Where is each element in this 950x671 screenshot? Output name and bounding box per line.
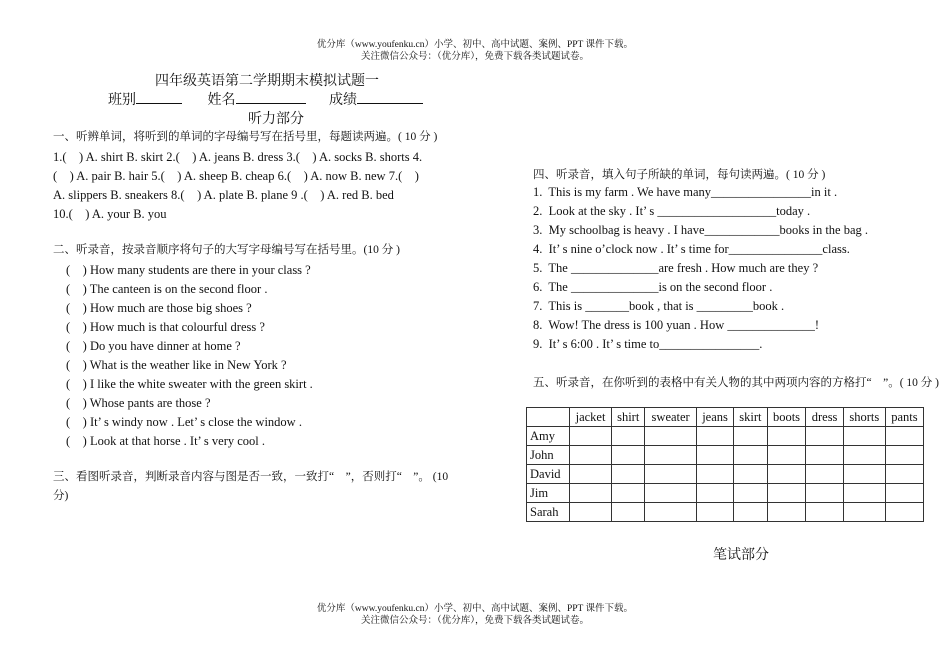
column-header: boots [767, 408, 806, 427]
item-text: are fresh . How much are they ? [658, 261, 819, 275]
check-cell[interactable] [696, 446, 733, 465]
item-text: in it . [811, 185, 838, 199]
item-text: class. [822, 242, 850, 256]
column-header: sweater [645, 408, 697, 427]
row-name: John [527, 446, 570, 465]
answer-blank[interactable]: ______________ [570, 261, 659, 275]
section4-item [533, 299, 784, 314]
check-cell[interactable] [806, 484, 843, 503]
answer-blank[interactable]: ____________ [704, 223, 780, 237]
name-label: 姓名 [207, 93, 236, 108]
table-row [527, 503, 924, 522]
column-header: dress [806, 408, 843, 427]
section1-line: ( ) A. pair B. hair 5.( ) A. sheep B. cheap 6.( ) A. now B. new 7.( ) [53, 169, 419, 183]
item-text: This is my farm . We have many [548, 185, 712, 199]
answer-blank[interactable]: _______ [585, 299, 629, 313]
check-cell[interactable] [885, 503, 923, 522]
answer-blank[interactable]: ________________ [711, 185, 812, 199]
check-cell[interactable] [806, 427, 843, 446]
check-cell[interactable] [696, 503, 733, 522]
student-info-row [108, 89, 423, 109]
table-row [527, 465, 924, 484]
answer-blank[interactable]: _______________ [728, 242, 823, 256]
check-cell[interactable] [612, 465, 645, 484]
check-cell[interactable] [806, 503, 843, 522]
section2-heading: 二、听录音，按录音顺序将句子的大写字母编号写在括号里。(10 分 ) [53, 244, 400, 256]
section2-item: ( ) How much is that colourful dress ? [66, 320, 265, 334]
table-header-row [527, 408, 924, 427]
check-cell[interactable] [843, 465, 885, 484]
check-cell[interactable] [843, 484, 885, 503]
score-blank[interactable] [357, 91, 423, 104]
item-number: 5. [533, 261, 543, 275]
column-header: jacket [570, 408, 612, 427]
check-cell[interactable] [885, 446, 923, 465]
check-cell[interactable] [734, 427, 767, 446]
class-label: 班别 [108, 93, 136, 108]
check-cell[interactable] [885, 465, 923, 484]
header-line-1: 优分库（www.youfenku.cn）小学、初中、高中试题、案例、PPT 课件下载。 [316, 40, 634, 50]
section4-item [533, 337, 762, 352]
clothing-checklist-table [526, 407, 924, 522]
item-text: It’ s 6:00 . It’ s time to [548, 337, 660, 351]
item-number: 6. [533, 280, 543, 294]
section1-line: 1.( ) A. shirt B. skirt 2.( ) A. jeans B. dress 3.( ) A. socks B. shorts 4. [53, 150, 423, 164]
section1-heading: 一、听辨单词，将听到的单词的字母编号写在括号里，每题读两遍。( 10 分 ) [53, 131, 438, 143]
section3-heading: 三、看图听录音，判断录音内容与图是否一致，一致打“ ”，否则打“ ”。 (10 [53, 471, 449, 483]
class-blank[interactable] [136, 91, 182, 104]
section2-item: ( ) Look at that horse . It’ s very cool . [66, 434, 266, 448]
item-number: 2. [533, 204, 543, 218]
section4-item [533, 280, 772, 295]
item-text: today . [776, 204, 811, 218]
item-text: The [548, 280, 568, 294]
section2-item: ( ) How many students are there in your class ? [66, 263, 311, 277]
check-cell[interactable] [767, 446, 806, 465]
row-name: David [527, 465, 570, 484]
check-cell[interactable] [645, 503, 697, 522]
item-text: The [548, 261, 568, 275]
table-corner-cell [527, 408, 570, 427]
check-cell[interactable] [734, 446, 767, 465]
check-cell[interactable] [734, 465, 767, 484]
section1-line: 10.( ) A. your B. you [53, 207, 167, 221]
column-header: shirt [612, 408, 645, 427]
check-cell[interactable] [570, 484, 612, 503]
section2-item: ( ) It’ s windy now . Let’ s close the window . [66, 415, 302, 429]
column-header: shorts [843, 408, 885, 427]
check-cell[interactable] [612, 484, 645, 503]
section2-item: ( ) How much are those big shoes ? [66, 301, 252, 315]
check-cell[interactable] [843, 427, 885, 446]
check-cell[interactable] [767, 503, 806, 522]
score-label: 成绩 [329, 93, 357, 108]
item-text: My schoolbag is heavy . I have [548, 223, 705, 237]
section4-heading: 四、听录音，填入句子所缺的单词，每句读两遍。( 10 分 ) [533, 169, 826, 181]
item-number: 9. [533, 337, 543, 351]
footer-line-2: 关注微信公众号：（优分库），免费下载各类试题试卷。 [360, 616, 589, 626]
item-text: ! [814, 318, 820, 332]
check-cell[interactable] [645, 446, 697, 465]
check-cell[interactable] [843, 503, 885, 522]
item-text: It’ s nine o’clock now . It’ s time for [548, 242, 729, 256]
section2-item: ( ) The canteen is on the second floor . [66, 282, 268, 296]
footer-line-1: 优分库（www.youfenku.cn）小学、初中、高中试题、案例、PPT 课件下载。 [316, 604, 634, 614]
check-cell[interactable] [885, 484, 923, 503]
section4-item [533, 185, 837, 200]
exam-title: 四年级英语第二学期期末模拟试题一 [155, 74, 379, 89]
row-name: Sarah [527, 503, 570, 522]
section5-heading: 五、听录音，在你听到的表格中有关人物的其中两项内容的方格打“ ”。( 10 分 ) [533, 377, 939, 389]
check-cell[interactable] [570, 446, 612, 465]
column-header: skirt [734, 408, 767, 427]
check-cell[interactable] [645, 465, 697, 484]
item-text: Look at the sky . It’ s [548, 204, 655, 218]
section4-item [533, 204, 810, 219]
check-cell[interactable] [767, 427, 806, 446]
section4-item [533, 318, 819, 333]
section2-item: ( ) What is the weather like in New York ? [66, 358, 287, 372]
table-row [527, 484, 924, 503]
item-number: 1. [533, 185, 543, 199]
check-cell[interactable] [885, 427, 923, 446]
section2-item: ( ) I like the white sweater with the green skirt . [66, 377, 313, 391]
section2-item: ( ) Do you have dinner at home ? [66, 339, 241, 353]
section4-item [533, 261, 818, 276]
answer-blank[interactable]: ___________________ [657, 204, 777, 218]
row-name: Jim [527, 484, 570, 503]
check-cell[interactable] [767, 484, 806, 503]
check-cell[interactable] [806, 465, 843, 484]
section2-item: ( ) Whose pants are those ? [66, 396, 211, 410]
check-cell[interactable] [843, 446, 885, 465]
check-cell[interactable] [570, 427, 612, 446]
section3-heading-cont: 分) [53, 490, 69, 502]
item-text: is on the second floor . [658, 280, 773, 294]
section4-item [533, 242, 850, 257]
check-cell[interactable] [612, 446, 645, 465]
column-header: pants [885, 408, 923, 427]
name-blank[interactable] [236, 91, 306, 104]
check-cell[interactable] [806, 446, 843, 465]
item-text: book , that is _________book . [628, 299, 785, 313]
check-cell[interactable] [734, 503, 767, 522]
check-cell[interactable] [734, 484, 767, 503]
check-cell[interactable] [696, 484, 733, 503]
check-cell[interactable] [612, 503, 645, 522]
listening-part-title: 听力部分 [248, 112, 304, 127]
row-name: Amy [527, 427, 570, 446]
check-cell[interactable] [645, 484, 697, 503]
check-cell[interactable] [570, 465, 612, 484]
writing-part-title: 笔试部分 [713, 548, 769, 563]
check-cell[interactable] [570, 503, 612, 522]
column-header: jeans [696, 408, 733, 427]
item-number: 8. [533, 318, 543, 332]
answer-blank[interactable]: ________________ [659, 337, 760, 351]
item-number: 4. [533, 242, 543, 256]
check-cell[interactable] [767, 465, 806, 484]
section1-line: A. slippers B. sneakers 8.( ) A. plate B. plane 9 .( ) A. red B. bed [53, 188, 394, 202]
item-text: . [759, 337, 763, 351]
section4-item [533, 223, 868, 238]
item-text: books in the bag . [779, 223, 869, 237]
check-cell[interactable] [696, 465, 733, 484]
item-number: 7. [533, 299, 543, 313]
answer-blank[interactable]: ______________ [727, 318, 815, 332]
item-number: 3. [533, 223, 543, 237]
item-text: This is [548, 299, 583, 313]
check-cell[interactable] [696, 427, 733, 446]
answer-blank[interactable]: ______________ [570, 280, 659, 294]
check-cell[interactable] [612, 427, 645, 446]
check-cell[interactable] [645, 427, 697, 446]
table-row [527, 446, 924, 465]
item-text: Wow! The dress is 100 yuan . How [548, 318, 725, 332]
header-line-2: 关注微信公众号：（优分库），免费下载各类试题试卷。 [360, 52, 589, 62]
table-row [527, 427, 924, 446]
